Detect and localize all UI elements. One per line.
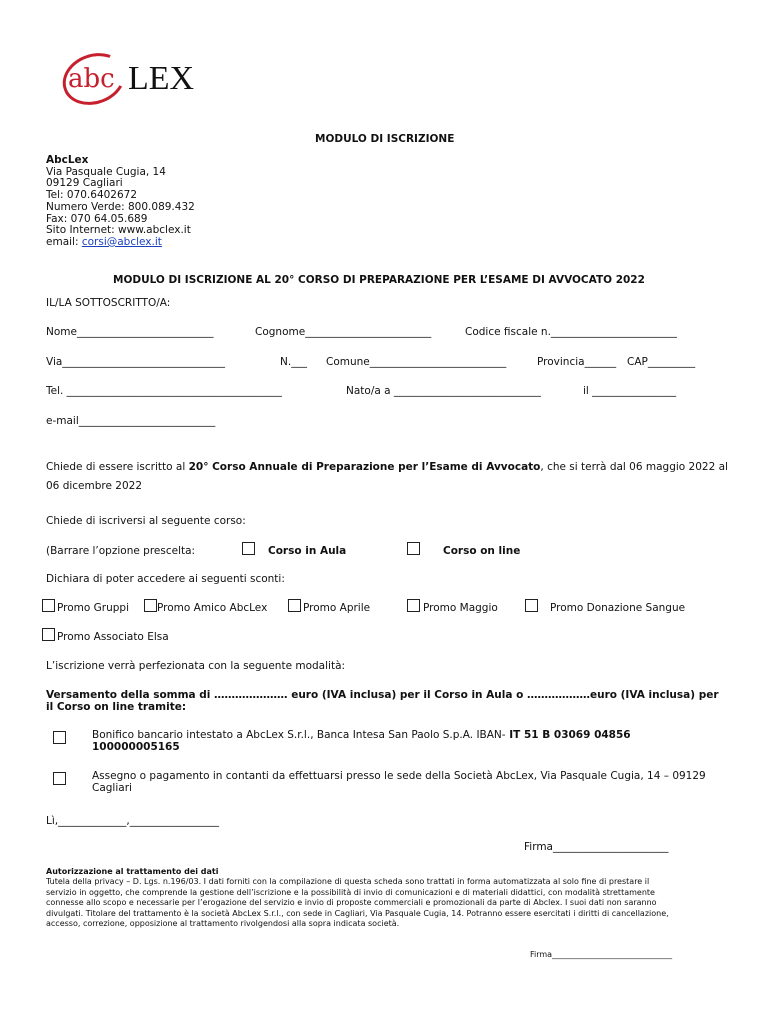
- privacy-line: divulgati. Titolare del trattamento è la società AbcLex S.r.l., con sede in Cagliari, Via Pasquale Cugia, 14. Potranno essere esercitati i diritti di cancellazione,: [46, 908, 669, 918]
- email-link[interactable]: corsi@abclex.it: [81, 235, 162, 248]
- email-label: email:: [46, 235, 82, 248]
- logo-abc-text: abc: [68, 64, 115, 94]
- sottoscritto-label: IL/LA SOTTOSCRITTO/A:: [46, 297, 171, 309]
- versamento-line2: il Corso on line tramite:: [46, 701, 187, 713]
- provincia-field[interactable]: Provincia______: [537, 356, 617, 368]
- privacy-line: servizio in oggetto, che comprende la gestione dell’iscrizione e la possibilità di invio di comunicazioni e di materiali didattici, con modalità strettamente: [46, 887, 655, 897]
- corso-online-label: Corso on line: [443, 545, 521, 557]
- assegno-line1: Assegno o pagamento in contanti da effettuarsi presso le sede della Società AbcLex, Via Pasquale Cugia, 14 – 09129: [92, 770, 706, 782]
- page-title: MODULO DI ISCRIZIONE: [315, 133, 455, 145]
- firma-field[interactable]: Firma______________________: [524, 841, 669, 853]
- assegno-line2: Cagliari: [92, 782, 132, 794]
- luogo-nascita-field[interactable]: Nato/a a ____________________________: [346, 385, 541, 397]
- promo-elsa-checkbox[interactable]: [42, 628, 55, 641]
- numero-civico-field[interactable]: N.___: [280, 356, 307, 368]
- corso-aula-checkbox[interactable]: [242, 542, 255, 555]
- org-block: [46, 155, 195, 249]
- promo-aprile-label: Promo Aprile: [303, 602, 371, 614]
- corso-name: 20° Corso Annuale di Preparazione per l’Esame di Avvocato: [188, 461, 541, 473]
- codice-fiscale-field[interactable]: Codice fiscale n.________________________: [465, 326, 677, 338]
- abclex-logo: [60, 52, 200, 102]
- org-tel: Tel: 070.6402672: [46, 189, 138, 202]
- email-field[interactable]: e-mail__________________________: [46, 415, 216, 427]
- telefono-field[interactable]: Tel. _________________________________________: [46, 385, 282, 397]
- iban-part1: IT 51 B 03069 04856: [505, 729, 631, 741]
- bonifico-checkbox[interactable]: [53, 731, 66, 744]
- promo-amico-checkbox[interactable]: [144, 599, 157, 612]
- privacy-line: Tutela della privacy – D. Lgs. n.196/03. I dati forniti con la compilazione di questa scheda sono trattati in forma automatizzata al solo fine di prestare il: [46, 877, 650, 886]
- privacy-text: [46, 877, 669, 930]
- chiede-dates: 06 dicembre 2022: [46, 480, 143, 492]
- org-numero-verde: Numero Verde: 800.089.432: [46, 200, 195, 213]
- luogo-data-field[interactable]: Lì,_____________,_________________: [46, 815, 219, 827]
- chiede-suffix: , che si terrà dal 06 maggio 2022 al: [540, 461, 728, 473]
- org-email-line: [46, 237, 195, 249]
- promo-maggio-label: Promo Maggio: [423, 602, 498, 614]
- comune-field[interactable]: Comune__________________________: [326, 356, 507, 368]
- data-nascita-field[interactable]: il ________________: [583, 385, 677, 397]
- versamento-line1: Versamento della somma di ………………… euro (IVA inclusa) per il Corso in Aula o ………………euro (IVA inclusa) per: [46, 689, 719, 701]
- org-name: AbcLex: [46, 154, 89, 166]
- promo-donazione-label: Promo Donazione Sangue: [550, 602, 686, 614]
- promo-elsa-label: Promo Associato Elsa: [57, 631, 169, 643]
- org-fax: Fax: 070 64.05.689: [46, 212, 148, 225]
- bonifico-text: Bonifico bancario intestato a AbcLex S.r.l., Banca Intesa San Paolo S.p.A. IBAN-: [92, 729, 506, 741]
- form-subtitle: MODULO DI ISCRIZIONE AL 20° CORSO DI PREPARAZIONE PER L’ESAME DI AVVOCATO 2022: [113, 274, 645, 286]
- cognome-field[interactable]: Cognome________________________: [255, 326, 432, 338]
- corso-aula-label: Corso in Aula: [268, 545, 347, 557]
- nome-field[interactable]: Nome__________________________: [46, 326, 214, 338]
- chiede-corso-label: Chiede di iscriversi al seguente corso:: [46, 515, 246, 527]
- org-city: 09129 Cagliari: [46, 177, 123, 190]
- cap-field[interactable]: CAP_________: [627, 356, 696, 368]
- privacy-line: accesso, correzione, opposizione al trattamento rivolgendosi alla sopra indicata società.: [46, 919, 400, 928]
- promo-gruppi-checkbox[interactable]: [42, 599, 55, 612]
- privacy-line: connesse allo scopo e necessarie per l’erogazione del servizio e invio di proposte commerciali e promozionali da parte di Abclex. I suoi dati non saranno: [46, 898, 657, 907]
- firma-privacy-field[interactable]: Firma______________________________: [530, 950, 673, 959]
- corso-online-checkbox[interactable]: [407, 542, 420, 555]
- promo-aprile-checkbox[interactable]: [288, 599, 301, 612]
- dichiara-label: Dichiara di poter accedere ai seguenti sconti:: [46, 573, 285, 585]
- bonifico-line1: [92, 729, 631, 741]
- iscrizione-label: L’iscrizione verrà perfezionata con la seguente modalità:: [46, 660, 346, 672]
- barrare-label: (Barrare l’opzione prescelta:: [46, 545, 196, 557]
- org-address: Via Pasquale Cugia, 14: [46, 165, 166, 178]
- assegno-checkbox[interactable]: [53, 772, 66, 785]
- privacy-title: Autorizzazione al trattamento dei dati: [46, 867, 219, 876]
- chiede-paragraph: [46, 461, 728, 473]
- promo-maggio-checkbox[interactable]: [407, 599, 420, 612]
- org-website: Sito Internet: www.abclex.it: [46, 224, 191, 237]
- chiede-prefix: Chiede di essere iscritto al: [46, 461, 189, 473]
- promo-gruppi-label: Promo Gruppi: [57, 602, 130, 614]
- promo-donazione-checkbox[interactable]: [525, 599, 538, 612]
- logo-lex-text: LEX: [128, 60, 195, 97]
- promo-amico-label: Promo Amico AbcLex: [157, 602, 268, 614]
- via-field[interactable]: Via_______________________________: [46, 356, 226, 368]
- iban-part2: 100000005165: [92, 741, 180, 753]
